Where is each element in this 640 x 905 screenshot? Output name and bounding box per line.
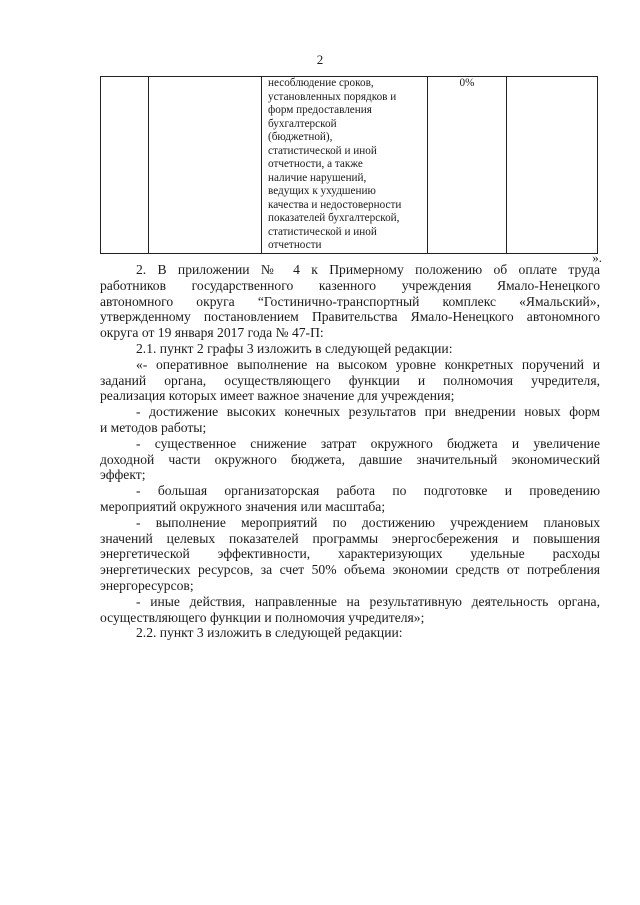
text-line: реализация которых имеет важное значение для учреждения; [100, 388, 455, 404]
text-line: 2.2. пункт 3 изложить в следующей редакции: [136, 625, 403, 641]
document-table [100, 76, 598, 254]
cell-line: ведущих к ухудшению [268, 185, 376, 197]
text-line: автономного округа “Гостинично-транспортный комплекс «Ямальский», [100, 293, 600, 309]
table-cell [507, 77, 598, 254]
paragraph [100, 262, 600, 341]
cell-line: статистической и иной [268, 144, 377, 157]
table-row [101, 77, 598, 254]
table-cell [101, 77, 149, 254]
text-line: «- оперативное выполнение на высоком уровне конкретных поручений и [136, 356, 600, 372]
cell-line: (бюджетной), [268, 131, 333, 143]
paragraph [100, 357, 600, 404]
paragraph [100, 515, 600, 594]
text-line: округа от 19 января 2017 года № 47-П: [100, 325, 324, 341]
cell-line: отчетности, а также [268, 158, 363, 170]
text-line: - большая организаторская работа по подготовке и проведению [136, 483, 600, 499]
text-line: энергетической эффективности, характеризующих удельные расходы [100, 546, 600, 562]
text-line: - существенное снижение затрат окружного бюджета и увеличение [136, 435, 600, 451]
text-line: - достижение высоких конечных результатов при внедрении новых форм [136, 404, 600, 420]
cell-line: отчетности [268, 239, 322, 251]
paragraph [100, 436, 600, 483]
cell-line: несоблюдение сроков, [268, 77, 374, 89]
text-line: утвержденному постановлением Правительства Ямало-Ненецкого автономного [100, 309, 600, 325]
text-line: мероприятий окружного значения или масштаба; [100, 498, 386, 514]
text-line: осуществляющего функции и полномочия учредителя»; [100, 609, 425, 625]
paragraph [100, 404, 600, 436]
cell-line: бухгалтерской [268, 117, 337, 130]
paragraph [100, 341, 600, 357]
paragraph [100, 483, 600, 515]
text-line: 2.1. пункт 2 графы 3 изложить в следующей редакции: [136, 340, 453, 356]
text-line: 2. В приложении № 4 к Примерному положению об оплате труда [136, 262, 600, 277]
cell-line: показателей бухгалтерской, [268, 212, 400, 224]
table-cell-criteria [262, 77, 428, 254]
table-cell [149, 77, 262, 254]
cell-line: статистической и иной [268, 225, 377, 238]
text-line: значений целевых показателей программы энергосбережения и повышения [100, 530, 600, 546]
text-line: энергоресурсов; [100, 577, 194, 593]
text-line: эффект; [100, 467, 146, 483]
cell-line: форм предоставления [268, 104, 372, 116]
text-line: энергетических ресурсов, за счет 50% объема экономии средств от потребления [100, 562, 600, 578]
paragraph [100, 625, 600, 641]
text-line: - выполнение мероприятий по достижению учреждением плановых [136, 514, 600, 530]
cell-line: качества и недостоверности [268, 198, 402, 211]
text-line: и методов работы; [100, 419, 207, 435]
cell-line: наличие нарушений, [268, 171, 367, 184]
text-line: работников государственного казенного учреждения Ямало-Ненецкого [100, 277, 600, 293]
table-cell-percent: 0% [428, 77, 507, 254]
text-line: доходной части окружного бюджета, давшие значительный экономический [100, 451, 600, 467]
cell-line: установленных порядков и [268, 90, 397, 103]
text-line: - иные действия, направленные на результативную деятельность органа, [136, 593, 600, 609]
paragraph [100, 594, 600, 626]
text-line: заданий органа, осуществляющего функции и полномочия учредителя, [100, 372, 600, 388]
page-number: 2 [316, 52, 324, 67]
closing-quote: ». [592, 250, 602, 265]
body-text [100, 262, 600, 641]
